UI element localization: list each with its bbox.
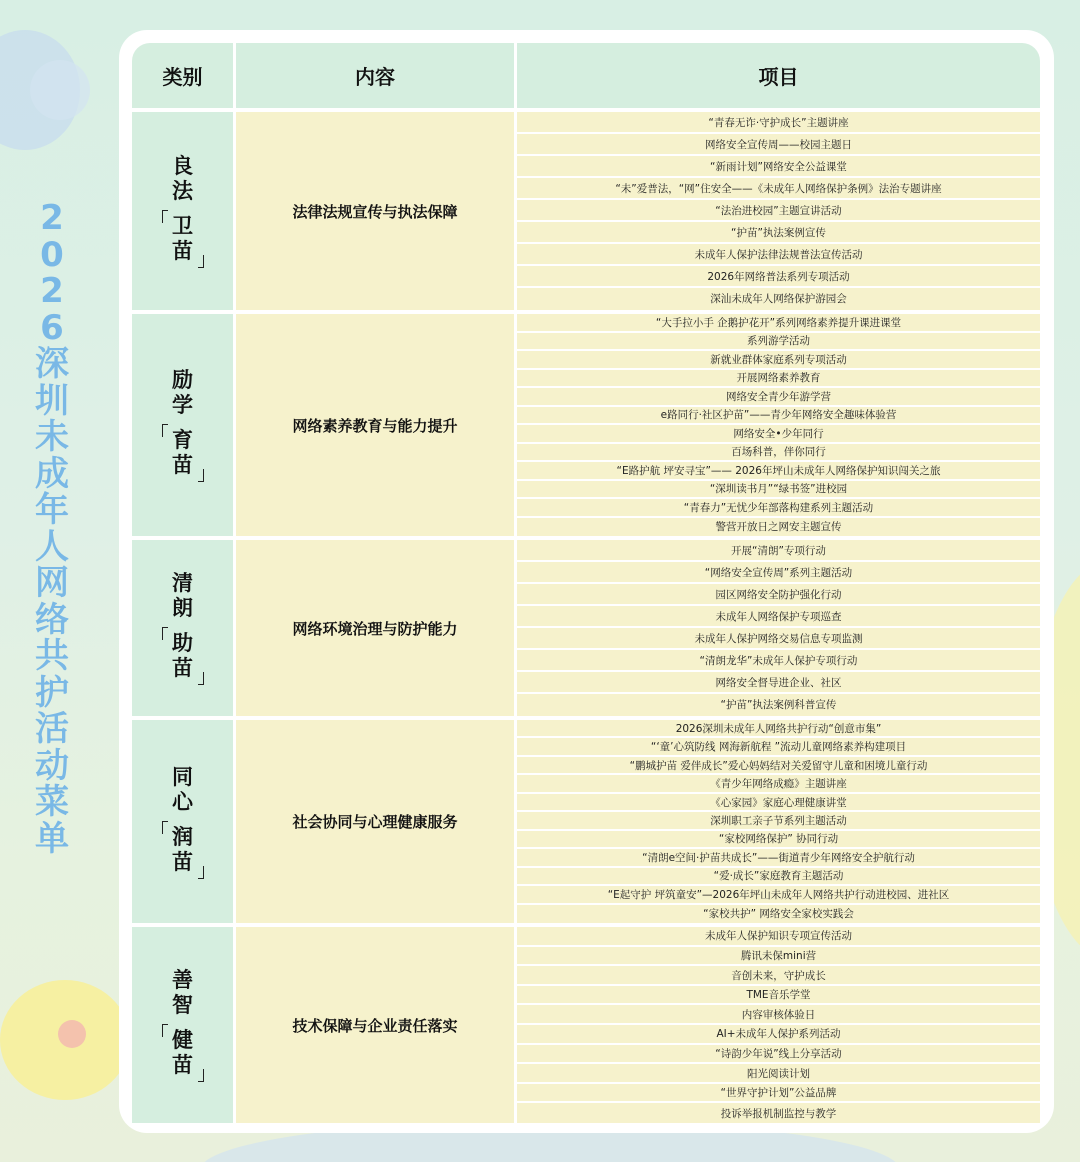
title-char: 圳 xyxy=(35,380,69,421)
project-item: 阳光阅读计划 xyxy=(517,1064,1040,1084)
title-char: 单 xyxy=(35,818,69,859)
project-item: “世界守护计划”公益品牌 xyxy=(517,1084,1040,1104)
header-content: 内容 xyxy=(236,43,517,108)
project-item: e路同行·社区护苗”——青少年网络安全趣味体验营 xyxy=(517,407,1040,426)
project-item: 开展网络素养教育 xyxy=(517,370,1040,389)
title-char: 菜 xyxy=(35,782,69,822)
category-char: 健 xyxy=(172,1028,193,1052)
project-item: “E路护航 坪安寻宝”—— 2026年坪山未成年人网络保护知识闯关之旅 xyxy=(517,462,1040,481)
category-char: 润 xyxy=(172,824,193,849)
table-body xyxy=(132,108,1040,1123)
project-item: “清朗龙华”未成年人保护专项行动 xyxy=(517,650,1040,672)
category-char: 朗 xyxy=(172,596,193,620)
project-item: 网络安全督导进企业、社区 xyxy=(517,672,1040,694)
project-item: 深圳职工亲子节系列主题活动 xyxy=(517,812,1040,830)
category-char: 苗 xyxy=(172,239,193,263)
category-label xyxy=(132,927,236,1123)
project-item: “家校网络保护” 协同行动 xyxy=(517,831,1040,849)
project-item: “未”爱普法，“网”住安全——《未成年人网络保护条例》法治专题讲座 xyxy=(517,178,1040,200)
project-item: TME音乐学堂 xyxy=(517,986,1040,1006)
project-item: “鹏城护苗 爱伴成长”爱心妈妈结对关爱留守儿童和困境儿童行动 xyxy=(517,757,1040,775)
project-item: “青春无诈·守护成长”主题讲座 xyxy=(517,112,1040,134)
project-item: 未成年人保护网络交易信息专项监测 xyxy=(517,628,1040,650)
category-char: 励 xyxy=(172,368,193,392)
category-bracket-group xyxy=(170,210,196,268)
flower-center-decoration xyxy=(58,1020,86,1048)
project-item: “护苗”执法案例科普宣传 xyxy=(517,694,1040,716)
category-char: 苗 xyxy=(172,453,193,477)
menu-card xyxy=(119,30,1054,1133)
project-list xyxy=(517,112,1040,310)
project-item: “青春力”无忧少年部落构建系列主题活动 xyxy=(517,499,1040,518)
category-char: 苗 xyxy=(172,1053,193,1077)
project-item: “爱·成长”家庭教育主题活动 xyxy=(517,868,1040,886)
project-item: 内容审核体验日 xyxy=(517,1005,1040,1025)
category-char: 育 xyxy=(172,428,193,452)
project-item: “护苗”执法案例宣传 xyxy=(517,222,1040,244)
title-char: 成 xyxy=(35,453,69,494)
title-char: 络 xyxy=(35,599,69,640)
category-label xyxy=(132,720,236,923)
title-char: 未 xyxy=(35,417,69,457)
category-label xyxy=(132,314,236,536)
title-char: 0 xyxy=(40,234,64,275)
title-char: 深 xyxy=(35,344,69,384)
project-item: 《心家园》家庭心理健康讲堂 xyxy=(517,794,1040,812)
project-item: “大手拉小手 企鹅护花开”系列网络素养提升课进课堂 xyxy=(517,314,1040,333)
project-item: “E起守护 坪筑童安”—2026年坪山未成年人网络共护行动进校园、进社区 xyxy=(517,886,1040,904)
project-item: 未成年人网络保护专项巡查 xyxy=(517,606,1040,628)
category-section xyxy=(132,310,1040,536)
project-item: “深圳读书月”“绿书签”进校园 xyxy=(517,481,1040,500)
project-item: 新就业群体家庭系列专项活动 xyxy=(517,351,1040,370)
project-item: 投诉举报机制监控与教学 xyxy=(517,1103,1040,1123)
project-item: “法治进校园”主题宣讲活动 xyxy=(517,200,1040,222)
category-section xyxy=(132,716,1040,923)
category-bracket-group xyxy=(170,424,196,482)
category-char: 助 xyxy=(172,631,193,655)
project-item: 未成年人保护法律法规普法宣传活动 xyxy=(517,244,1040,266)
category-char: 善 xyxy=(172,968,193,992)
activity-table xyxy=(132,43,1040,1123)
project-item: 网络安全青少年游学营 xyxy=(517,388,1040,407)
content-cell: 技术保障与企业责任落实 xyxy=(236,927,517,1123)
title-char: 活 xyxy=(35,709,69,749)
cloud-decoration-small xyxy=(30,60,90,120)
project-item: 开展“清朗”专项行动 xyxy=(517,540,1040,562)
title-char: 2 xyxy=(40,271,64,311)
header-items: 项目 xyxy=(758,65,799,89)
category-bracket-group xyxy=(170,1024,196,1082)
project-item: 腾讯未保mini营 xyxy=(517,947,1040,967)
category-char: 良 xyxy=(172,154,193,178)
project-item: 百场科普，伴你同行 xyxy=(517,444,1040,463)
category-char: 法 xyxy=(172,179,193,203)
project-item: “新雨计划”网络安全公益课堂 xyxy=(517,156,1040,178)
title-char: 2 xyxy=(40,198,64,238)
project-item: “清朗e空间·护苗共成长”——街道青少年网络安全护航行动 xyxy=(517,849,1040,867)
content-cell: 社会协同与心理健康服务 xyxy=(236,720,517,923)
project-item: 深汕未成年人网络保护游园会 xyxy=(517,288,1040,310)
project-item: “家校共护” 网络安全家校实践会 xyxy=(517,905,1040,923)
table-header xyxy=(132,43,1040,108)
project-item: 音创未来，守护成长 xyxy=(517,966,1040,986)
category-char: 学 xyxy=(172,393,193,417)
category-char: 苗 xyxy=(172,656,193,680)
title-char: 人 xyxy=(35,526,69,567)
project-list xyxy=(517,314,1040,536)
content-cell: 网络素养教育与能力提升 xyxy=(236,314,517,536)
category-bracket-group xyxy=(170,821,196,879)
project-list xyxy=(517,927,1040,1123)
title-char: 共 xyxy=(35,636,69,676)
category-char: 智 xyxy=(172,993,193,1017)
project-item: 《青少年网络成瘾》主题讲座 xyxy=(517,775,1040,793)
title-char: 护 xyxy=(35,672,69,713)
project-item: 网络安全•少年同行 xyxy=(517,425,1040,444)
content-cell: 网络环境治理与防护能力 xyxy=(236,540,517,716)
project-item: 2026深圳未成年人网络共护行动“创意市集” xyxy=(517,720,1040,738)
category-char: 苗 xyxy=(172,849,193,874)
header-category: 类别 xyxy=(132,43,236,108)
category-char: 心 xyxy=(172,789,193,814)
category-label xyxy=(132,112,236,310)
category-label xyxy=(132,540,236,716)
project-item: 2026年网络普法系列专项活动 xyxy=(517,266,1040,288)
category-bracket-group xyxy=(170,627,196,685)
category-char: 同 xyxy=(172,764,193,789)
project-item: 网络安全宣传周——校园主题日 xyxy=(517,134,1040,156)
category-section xyxy=(132,108,1040,310)
title-char: 6 xyxy=(40,307,64,348)
category-section xyxy=(132,536,1040,716)
title-char: 年 xyxy=(35,490,69,530)
project-list xyxy=(517,720,1040,923)
project-item: AI+未成年人保护系列活动 xyxy=(517,1025,1040,1045)
project-item: 警营开放日之网安主题宣传 xyxy=(517,518,1040,536)
category-char: 卫 xyxy=(172,214,193,238)
project-item: “网络安全宣传周”系列主题活动 xyxy=(517,562,1040,584)
project-item: 系列游学活动 xyxy=(517,333,1040,352)
project-item: 未成年人保护知识专项宣传活动 xyxy=(517,927,1040,947)
title-char: 动 xyxy=(35,745,69,786)
project-item: “诗韵少年说”线上分享活动 xyxy=(517,1045,1040,1065)
vertical-page-title xyxy=(30,200,74,857)
title-char: 网 xyxy=(35,563,69,603)
category-char: 清 xyxy=(172,571,193,595)
content-cell: 法律法规宣传与执法保障 xyxy=(236,112,517,310)
project-list xyxy=(517,540,1040,716)
project-item: 园区网络安全防护强化行动 xyxy=(517,584,1040,606)
project-item: “‘童’心筑防线 网海新航程 ”流动儿童网络素养构建项目 xyxy=(517,738,1040,756)
category-section xyxy=(132,923,1040,1123)
